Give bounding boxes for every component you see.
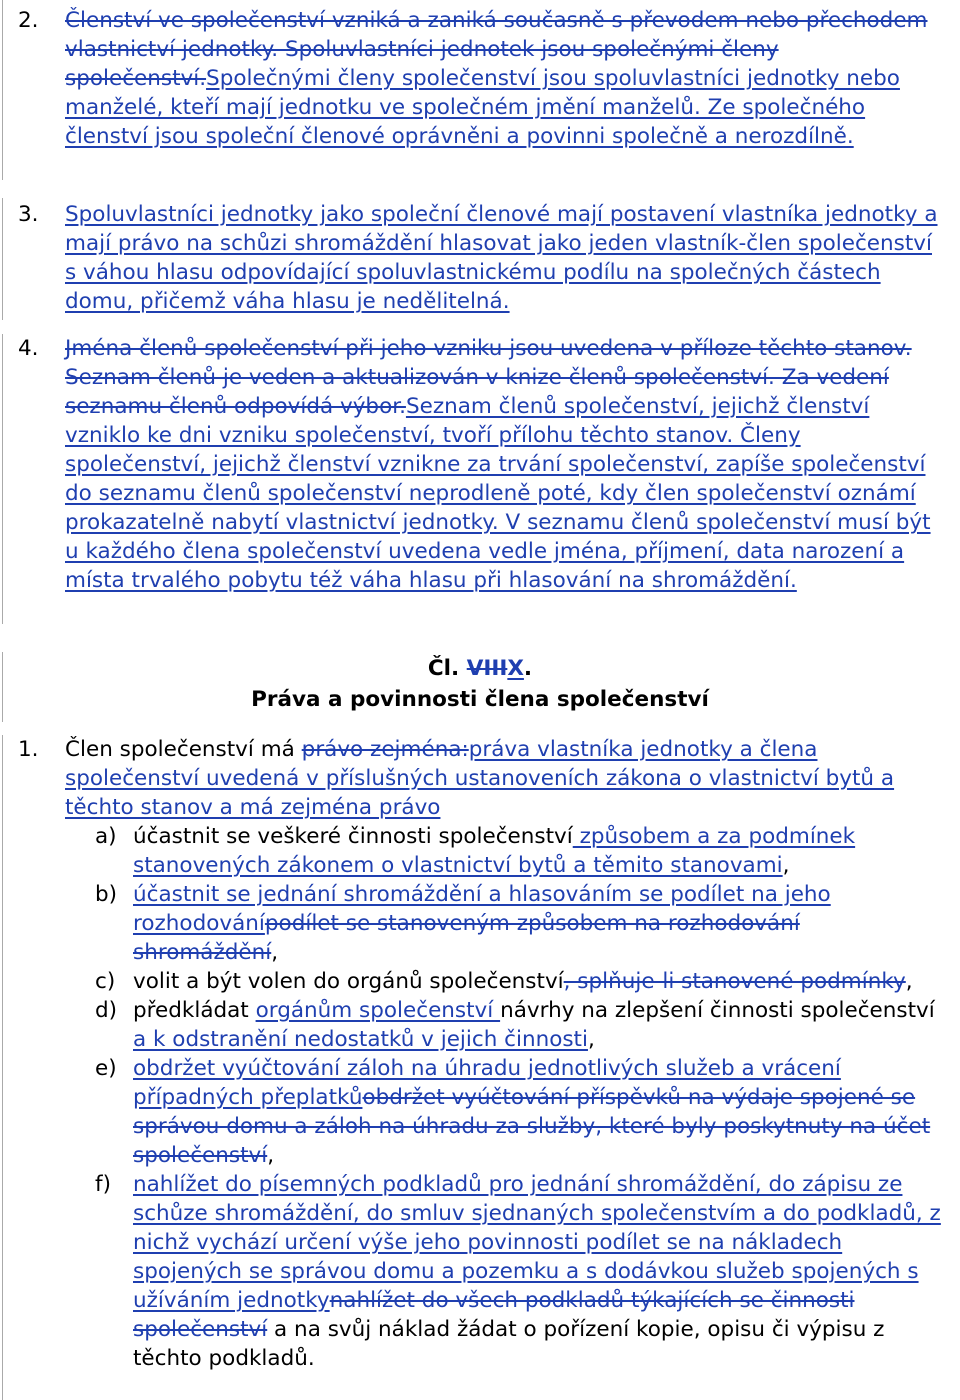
inserted-text: a k odstranění nedostatků v jejich činnosti [133, 1027, 588, 1052]
inserted-text: nahlížet do písemných podkladů pro jednání shromáždění, do zápisu ze schůze shromáždění, do smluv sjednaných společenstvím a do podkladů, z nichž vychází určení výše jeho povinnosti podílet se na nákladech spojených se správou domu a pozemku a s dodávkou služeb spojených s užíváním jednotky [133, 1172, 941, 1313]
rights-list [95, 822, 945, 1373]
list-item-c: c) volit a být volen do orgánů společenství, splňuje-li stanovené podmínky, [95, 969, 913, 994]
inserted-text: X [507, 656, 524, 681]
body-text: předkládat [133, 998, 256, 1023]
list-item-d: d) předkládat orgánům společenství návrhy na zlepšení činnosti společenství a k odstranění nedostatků v jejich činnosti, [95, 998, 935, 1052]
deleted-text: obdržet vyúčtování příspěvků na výdaje spojené se správou domu a záloh na úhradu za služby, které byly poskytnuty na účet společenství [133, 1085, 931, 1168]
item-label: c) [95, 969, 116, 994]
deleted-text: Členství ve společenství vzniká a zaniká současně s převodem nebo přechodem vlastnictví jednotky. Spoluvlastníci jednotek jsou společnými členy společenství. [65, 8, 928, 91]
paragraph-number: 4. [18, 336, 39, 361]
change-bar [2, 334, 3, 624]
paragraph-number: 2. [18, 8, 39, 33]
list-item-a: a) účastnit se veškeré činnosti společenství způsobem a za podmínek stanovených zákonem o vlastnictví bytů a těmito stanovami, [95, 824, 856, 878]
item-label: d) [95, 998, 118, 1023]
deleted-text: nahlížet do všech podkladů týkajících se činnosti společenství [133, 1288, 855, 1342]
item-label: f) [95, 1172, 111, 1197]
inserted-text: účastnit se jednání shromáždění a hlasováním se podílet na jeho rozhodování [133, 882, 831, 936]
change-bar [2, 735, 3, 1400]
deleted-text: , splňuje-li stanovené podmínky [563, 969, 906, 994]
deleted-text: podílet se stanoveným způsobem na rozhodování shromáždění [133, 911, 800, 965]
item-label: a) [95, 824, 117, 849]
deleted-text: VIII [466, 656, 508, 681]
article-paragraph-1 [18, 735, 943, 822]
item-label: b) [95, 882, 118, 907]
body-text: a na svůj náklad žádat o pořízení kopie, opisu či výpisu z těchto podkladů. [133, 1317, 885, 1371]
deleted-text: Jména členů společenství při jeho vzniku jsou uvedena v příloze těchto stanov. Seznam členů je veden a aktualizován v knize členů společenství. Za vedení seznamu členů odpovídá výbor. [65, 336, 912, 419]
article-number: Čl. VIIIX. [427, 656, 533, 681]
paragraph-number: 1. [18, 737, 39, 762]
list-item-b: b) účastnit se jednání shromáždění a hlasováním se podílet na jeho rozhodovánípodílet se stanoveným způsobem na rozhodování shromáždění, [95, 882, 831, 965]
inserted-text: způsobem a za podmínek stanovených zákonem o vlastnictví bytů a těmito stanovami [133, 824, 856, 878]
body-text: Člen společenství má [65, 737, 302, 762]
paragraph-3 [18, 200, 943, 316]
inserted-text: orgánům společenství [255, 998, 501, 1023]
change-bar [2, 198, 3, 320]
list-item-e: e) obdržet vyúčtování záloh na úhradu jednotlivých služeb a vrácení případných přeplatkůobdržet vyúčtování příspěvků na výdaje spojené se správou domu a záloh na úhradu za služby, které byly poskytnuty na účet společenství, [95, 1056, 931, 1168]
list-item-f [95, 1170, 945, 1373]
paragraph-4 [18, 334, 943, 595]
paragraph-number: 3. [18, 202, 39, 227]
inserted-text: Spoluvlastníci jednotky jako společní členové mají postavení vlastníka jednotky a mají právo na schůzi shromáždění hlasovat jako jeden vlastník-člen společenství s váhou hlasu odpovídající spoluvlastnickému podílu na společných částech domu, přičemž váha hlasu je nedělitelná. [65, 202, 938, 314]
inserted-text: práva vlastníka jednotky a člena společenství uvedená v příslušných ustanoveních zákona o vlastnictví bytů a těchto stanov a má zejména právo [65, 737, 895, 820]
inserted-text: Seznam členů společenství, jejichž členství vzniklo ke dni vzniku společenství, tvoří přílohu těchto stanov. Členy společenství, jejichž členství vznikne za trvání společenství, zapíše společenství do seznamu členů společenství neprodleně poté, kdy člen společenství oznámí prokazatelně nabytí vlastnictví jednotky. V seznamu členů společenství musí být u každého člena společenství uvedena vedle jména, příjmení, data narození a místa trvalého pobytu též váha hlasu při hlasování na shromáždění. [65, 394, 931, 593]
change-bar [2, 0, 3, 180]
body-text: volit a být volen do orgánů společenství [133, 969, 564, 994]
body-text: návrhy na zlepšení činnosti společenství [500, 998, 935, 1023]
inserted-text: Společnými členy společenství jsou spoluvlastníci jednotky nebo manželé, kteří mají jednotku ve společném jmění manželů. Ze společného členství jsou společní členové oprávněni a povinni společně a nerozdílně. [65, 66, 900, 149]
inserted-text: obdržet vyúčtování záloh na úhradu jednotlivých služeb a vrácení případných přeplatků [133, 1056, 841, 1110]
body-text: účastnit se veškeré činnosti společenství [133, 824, 573, 849]
item-label: e) [95, 1056, 117, 1081]
deleted-text: právo zejména: [301, 737, 469, 762]
paragraph-2 [18, 6, 943, 151]
article-title: Práva a povinnosti člena společenství [251, 687, 709, 712]
